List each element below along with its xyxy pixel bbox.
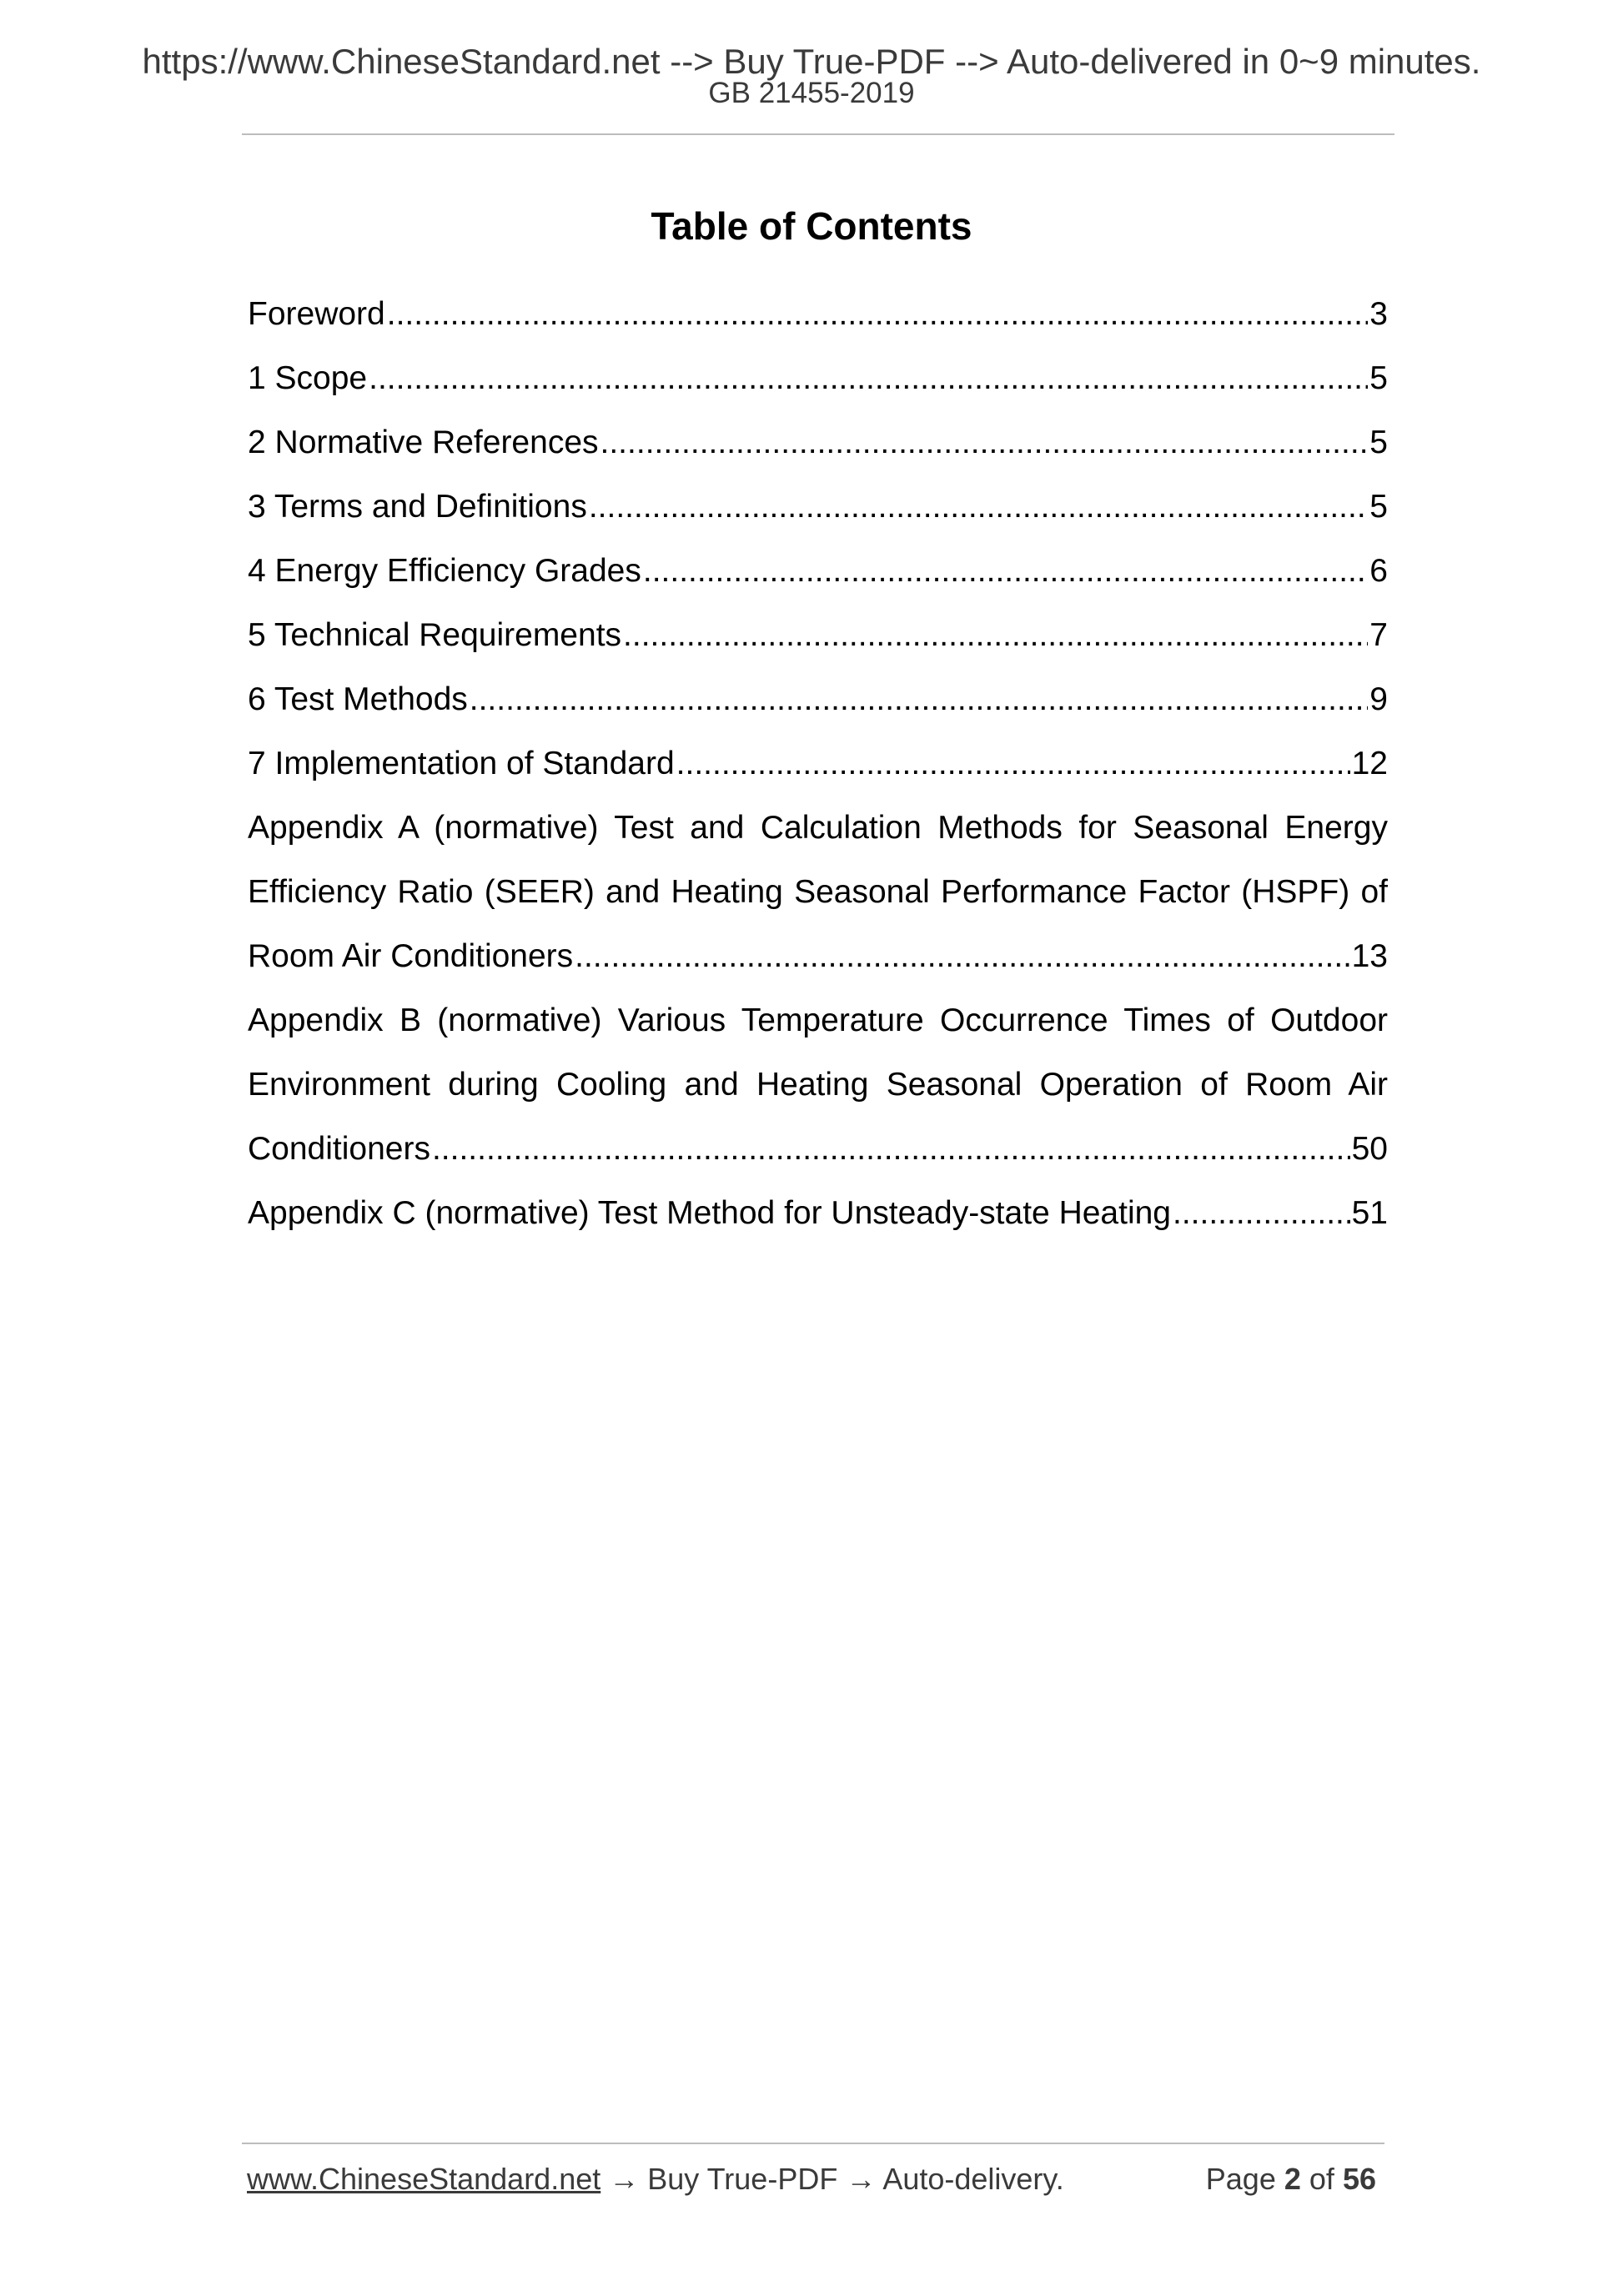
toc-entry-label: 6 Test Methods bbox=[248, 681, 468, 717]
dot-leader bbox=[369, 346, 1368, 410]
toc-entry-test-methods[interactable] bbox=[248, 667, 1388, 731]
toc-entry-label: 1 Scope bbox=[248, 360, 368, 396]
toc-entry-page: 3 bbox=[1369, 296, 1388, 332]
toc-entry-energy-efficiency-grades[interactable] bbox=[248, 539, 1388, 603]
toc-entry-appendix-b[interactable] bbox=[248, 988, 1388, 1181]
dot-leader bbox=[623, 603, 1368, 667]
toc-entry-label: Appendix C (normative) Test Method for Unsteady-state Heating bbox=[248, 1195, 1171, 1231]
page-total: 56 bbox=[1342, 2162, 1376, 2196]
toc-entry-appendix-a[interactable] bbox=[248, 796, 1388, 988]
top-banner: https://www.ChineseStandard.net --> Buy True-PDF --> Auto-delivered in 0~9 minutes. bbox=[142, 42, 1481, 81]
toc-entry-last-line bbox=[248, 1117, 1388, 1181]
toc-entry-line: Appendix B (normative) Various Temperature Occurrence Times of Outdoor bbox=[248, 1002, 1388, 1038]
footer-text: → Buy True-PDF → Auto-delivery. bbox=[600, 2162, 1064, 2196]
toc-entry-page: 51 bbox=[1351, 1195, 1388, 1231]
dot-leader bbox=[676, 731, 1350, 796]
header-divider bbox=[242, 133, 1394, 135]
toc-entry-line: Appendix A (normative) Test and Calculation Methods for Seasonal Energy bbox=[248, 810, 1388, 846]
dot-leader bbox=[600, 410, 1369, 475]
toc-entry-label: 4 Energy Efficiency Grades bbox=[248, 553, 641, 589]
page-footer bbox=[247, 2161, 1384, 2198]
toc-entry-label: Foreword bbox=[248, 296, 385, 332]
dot-leader bbox=[470, 667, 1369, 731]
toc-entry-line: Efficiency Ratio (SEER) and Heating Seasonal Performance Factor (HSPF) of bbox=[248, 874, 1388, 910]
toc-entry-label: Conditioners bbox=[248, 1131, 430, 1167]
footer-site-link[interactable]: www.ChineseStandard.net bbox=[247, 2162, 601, 2196]
toc-entry-page: 7 bbox=[1369, 617, 1388, 653]
toc-entry-line: Environment during Cooling and Heating Seasonal Operation of Room Air bbox=[248, 1067, 1388, 1103]
toc-entry-page: 9 bbox=[1369, 681, 1388, 717]
dot-leader bbox=[589, 475, 1368, 539]
page-prefix: Page bbox=[1205, 2162, 1276, 2196]
document-code: GB 21455-2019 bbox=[708, 77, 915, 109]
toc-entry-foreword[interactable] bbox=[248, 282, 1388, 346]
toc-entry-terms-and-definitions[interactable] bbox=[248, 475, 1388, 539]
dot-leader bbox=[575, 924, 1349, 988]
page-of: of bbox=[1309, 2162, 1334, 2196]
toc-entry-technical-requirements[interactable] bbox=[248, 603, 1388, 667]
page-current: 2 bbox=[1284, 2162, 1301, 2196]
toc-entry-implementation[interactable] bbox=[248, 731, 1388, 796]
toc-entry-page: 5 bbox=[1369, 489, 1388, 525]
table-of-contents bbox=[248, 282, 1388, 1245]
toc-entry-normative-references[interactable] bbox=[248, 410, 1388, 475]
toc-entry-label: Room Air Conditioners bbox=[248, 938, 574, 974]
toc-entry-page: 12 bbox=[1351, 746, 1388, 781]
toc-entry-page: 13 bbox=[1351, 938, 1388, 974]
dot-leader bbox=[432, 1117, 1350, 1181]
toc-entry-page: 6 bbox=[1369, 553, 1388, 589]
toc-entry-label: 5 Technical Requirements bbox=[248, 617, 622, 653]
toc-entry-label: 3 Terms and Definitions bbox=[248, 489, 587, 525]
toc-entry-page: 50 bbox=[1351, 1131, 1388, 1167]
footer-divider bbox=[242, 2143, 1384, 2144]
toc-entry-label: 2 Normative References bbox=[248, 425, 599, 460]
toc-entry-page: 5 bbox=[1369, 425, 1388, 460]
toc-entry-label: 7 Implementation of Standard bbox=[248, 746, 675, 781]
dot-leader bbox=[643, 539, 1368, 603]
toc-title: Table of Contents bbox=[651, 204, 972, 248]
page-number bbox=[1206, 2161, 1376, 2198]
toc-entry-page: 5 bbox=[1369, 360, 1388, 396]
dot-leader bbox=[1173, 1181, 1350, 1245]
toc-entry-last-line bbox=[248, 924, 1388, 988]
dot-leader bbox=[387, 282, 1369, 346]
toc-entry-scope[interactable] bbox=[248, 346, 1388, 410]
toc-entry-appendix-c[interactable] bbox=[248, 1181, 1388, 1245]
